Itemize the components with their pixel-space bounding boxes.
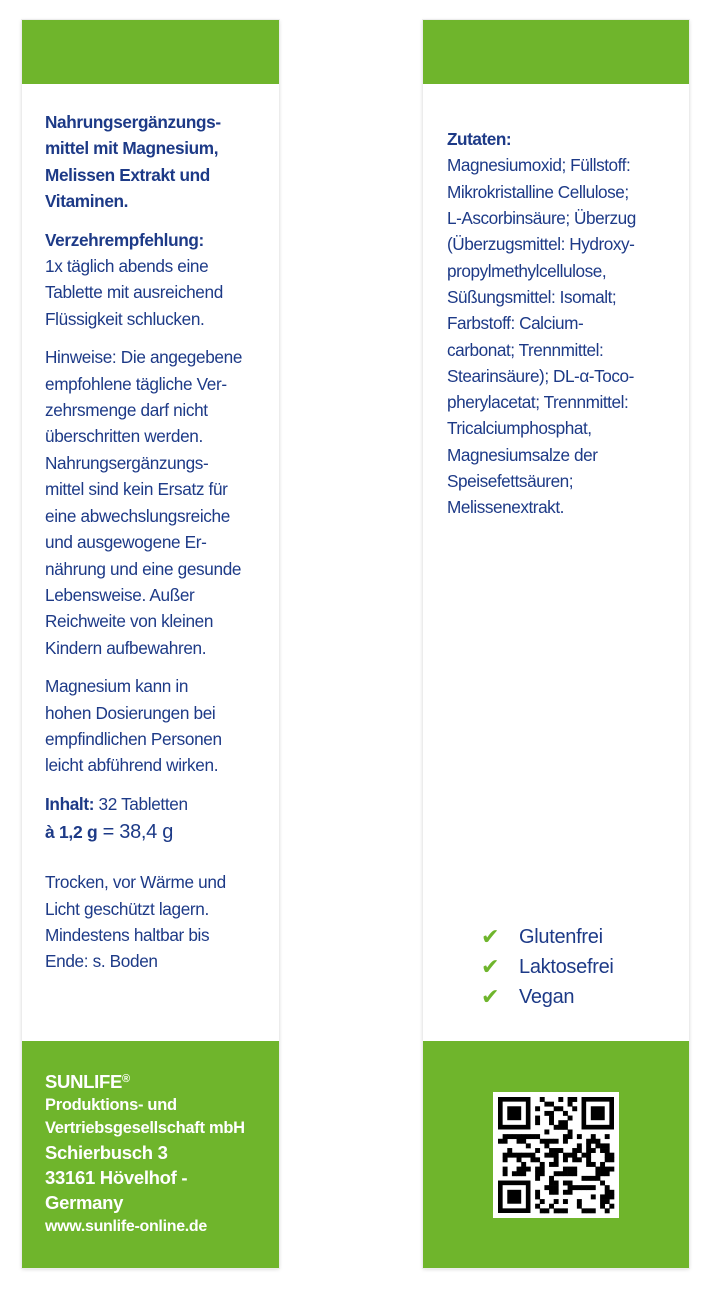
company-city: 33161 Hövelhof - <box>45 1167 188 1188</box>
storage-section: Trocken, vor Wärme und Licht geschützt lagern. Mindestens haltbar bis Ende: s. Boden <box>45 872 226 972</box>
green-header-band <box>22 20 279 84</box>
company-address <box>45 1067 273 1239</box>
badge-glutenfrei: ✔ Glutenfrei <box>481 924 603 949</box>
check-icon: ✔ <box>481 984 500 1009</box>
ingredients-text: Zutaten: Magnesiumoxid; Füllstoff: Mikrokristalline Cellulose; L-Ascorbinsäure; Überzug (Überzugsmittel: Hydroxy- propylmethylcellulose, Süßungsmittel: Isomalt; Farbstoff: Calcium- carbonat; Trennmittel: Stearinsäure); DL-α-Toco- pherylacetat; Trennmittel: Tricalciumphosphat, Magnesiumsalze der Speisefettsäuren; Melissenextrakt. <box>447 129 636 518</box>
ingredients-block <box>447 109 683 538</box>
company-line-1: Produktions- und <box>45 1096 177 1114</box>
badge-vegan: ✔ Vegan <box>481 984 575 1009</box>
product-description: Nahrungsergänzungs- mittel mit Magnesium, Melissen Extrakt und Vitaminen. <box>45 112 221 212</box>
badge-laktosefrei: ✔ Laktosefrei <box>481 954 614 979</box>
right-package-panel <box>423 20 689 1268</box>
green-header-band <box>423 20 689 84</box>
diet-badges <box>481 922 614 1012</box>
qr-code-graphic <box>493 1092 619 1218</box>
left-package-panel <box>22 20 279 1268</box>
company-country: Germany <box>45 1192 124 1213</box>
check-icon: ✔ <box>481 924 500 949</box>
inhalt-line: Inhalt: 32 Tabletten <box>45 793 188 814</box>
company-url: www.sunlife-online.de <box>45 1218 208 1235</box>
verzehr-title: Verzehrempfehlung: <box>45 229 204 250</box>
left-text-block <box>45 109 271 975</box>
company-brand: SUNLIFE® <box>45 1071 130 1092</box>
verzehr-section: Verzehrempfehlung: 1x täglich abends eine Tablette mit ausreichend Flüssigkeit schlucken. <box>45 229 223 329</box>
zutaten-title: Zutaten: <box>447 129 512 150</box>
weight-line: à 1,2 g = 38,4 g <box>45 821 174 844</box>
magnesium-warning: Magnesium kann in hohen Dosierungen bei empfindlichen Personen leicht abführend wirken. <box>45 676 222 776</box>
company-street: Schierbusch 3 <box>45 1142 168 1163</box>
hinweise-section: Hinweise: Die angegebene empfohlene tägliche Ver- zehrsmenge darf nicht überschritten werden. Nahrungsergänzungs- mittel sind kein Ersatz für eine abwechslungsreiche und ausgewogene Er- nährung und eine gesunde Lebensweise. Außer Reichweite von kleinen Kindern aufbewahren. <box>45 347 243 658</box>
check-icon: ✔ <box>481 954 500 979</box>
qr-code-icon <box>493 1092 619 1218</box>
company-line-2: Vertriebsgesellschaft mbH <box>45 1119 245 1137</box>
